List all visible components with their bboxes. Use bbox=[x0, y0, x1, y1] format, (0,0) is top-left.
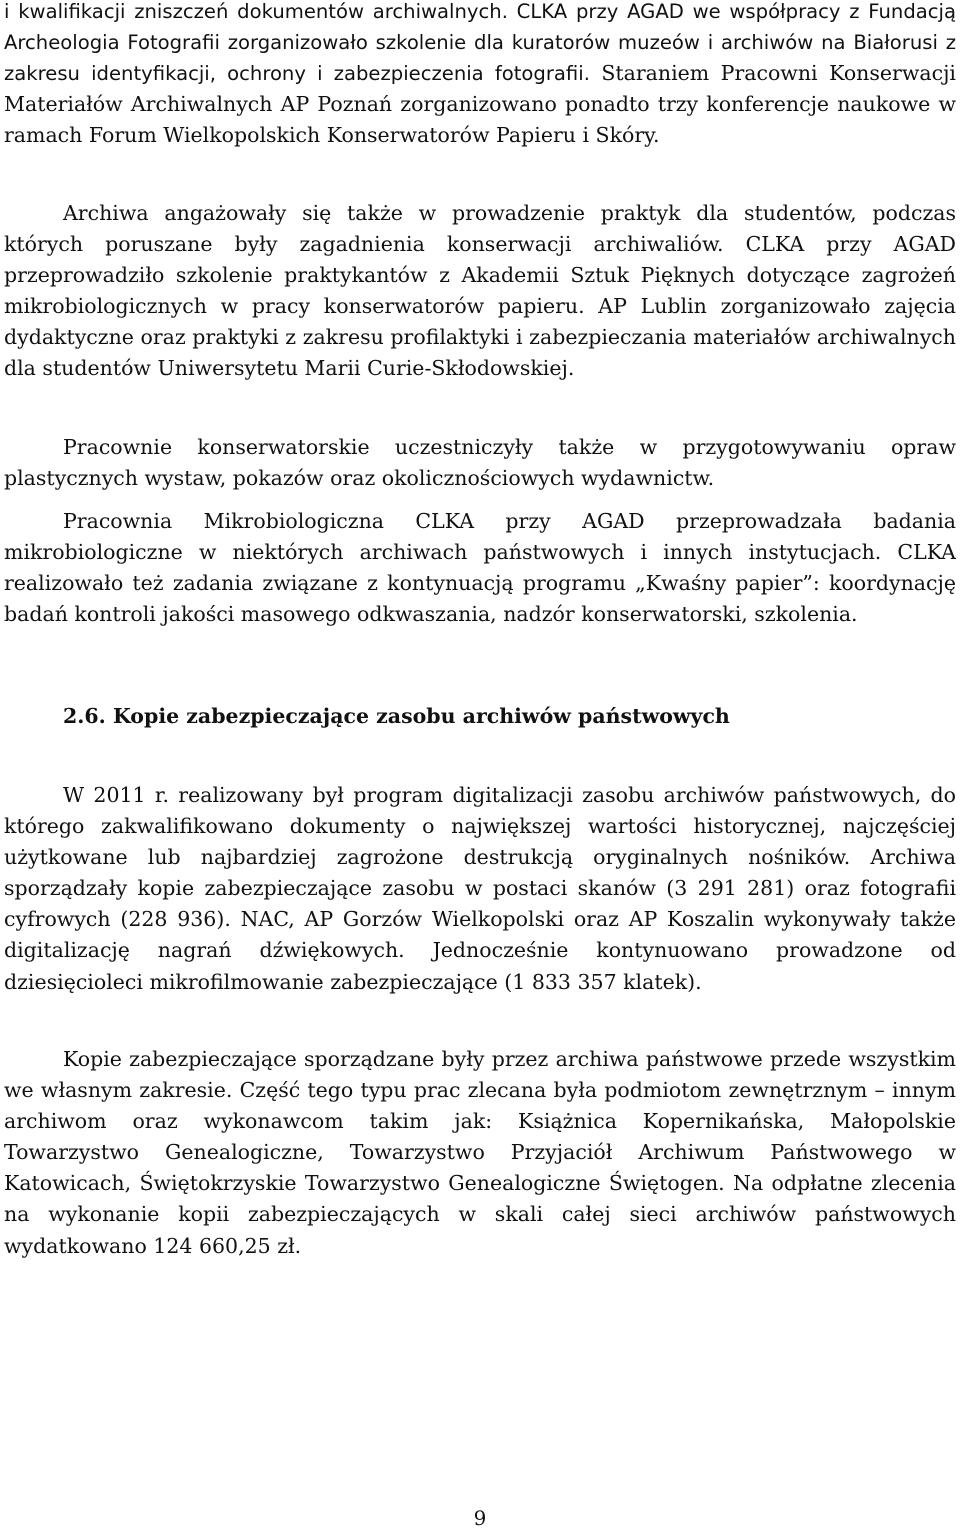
paragraph-security-copies: Kopie zabezpieczające sporządzane były przez archiwa państwowe przede wszystkim we własnym zakresie. Część tego typu prac zlecana była podmiotom zewnętrznym – innym archiwom oraz wykonawcom takim jak: Książnica Kopernikańska, Małopolskie Towarzystwo Genealogiczne, Towarzystwo Przyjaciół Archiwum Państwowego w Katowicach, Świętokrzyskie Towarzystwo Genealogiczne Świętogen. Na odpłatne zlecenia na wykonanie kopii zabezpieczających w skali całej sieci archiwów państwowych wydatkowano 124 660,25 zł. bbox=[4, 1047, 956, 1258]
paragraph-internships: Archiwa angażowały się także w prowadzenie praktyk dla studentów, podczas których poruszane były zagadnienia konserwacji archiwaliów. CLKA przy AGAD przeprowadziło szkolenie praktykantów z Akademii Sztuk Pięknych dotyczące zagrożeń mikrobiologicznych w pracy konserwatorów papieru. AP Lublin zorganizowało zajęcia dydaktyczne oraz praktyki z zakresu profilaktyki i zabezpieczania materiałów archiwalnych dla studentów Uniwersytetu Marii Curie-Skłodowskiej. bbox=[4, 201, 956, 381]
section-heading: 2.6. Kopie zabezpieczające zasobu archiwów państwowych bbox=[63, 704, 730, 728]
paragraph-microbiology: Pracownia Mikrobiologiczna CLKA przy AGAD przeprowadzała badania mikrobiologiczne w niektórych archiwach państwowych i innych instytucjach. CLKA realizowało też zadania związane z kontynuacją programu „Kwaśny papier”: koordynację badań kontroli jakości masowego odkwaszania, nadzór konserwatorski, szkolenia. bbox=[4, 509, 956, 627]
paragraph-training-part1: i kwalifikacji zniszczeń dokumentów archiwalnych. CLKA przy AGAD we współpracy z Fundacją Archeologia Fotografii zorganizowało szkolenie dla kuratorów muzeów i archiwów na Białorusi z zakresu identyfikacji, ochrony i zabezpieczenia fotografii. bbox=[4, 0, 956, 86]
paragraph-exhibitions: Pracownie konserwatorskie uczestniczyły także w przygotowywaniu opraw plastycznych wystaw, pokazów oraz okolicznościowych wydawnictw. bbox=[4, 435, 956, 491]
paragraph-digitization: W 2011 r. realizowany był program digitalizacji zasobu archiwów państwowych, do którego zakwalifikowano dokumenty o największej wartości historycznej, najczęściej użytkowane lub najbardziej zagrożone destrukcją oryginalnych nośników. Archiwa sporządzały kopie zabezpieczające zasobu w postaci skanów (3 291 281) oraz fotografii cyfrowych (228 936). NAC, AP Gorzów Wielkopolski oraz AP Koszalin wykonywały także digitalizację nagrań dźwiękowych. Jednocześnie kontynuowano prowadzone od dziesięcioleci mikrofilmowanie zabezpieczające (1 833 357 klatek). bbox=[4, 783, 956, 994]
paragraph-training-part2: Staraniem Pracowni Konserwacji Materiałów Archiwalnych AP Poznań zorganizowano ponadto trzy konferencje naukowe w ramach Forum Wielkopolskich Konserwatorów Papieru i Skóry. bbox=[4, 61, 956, 148]
page-number: 9 bbox=[473, 1506, 487, 1530]
paragraph-training bbox=[4, 0, 956, 151]
